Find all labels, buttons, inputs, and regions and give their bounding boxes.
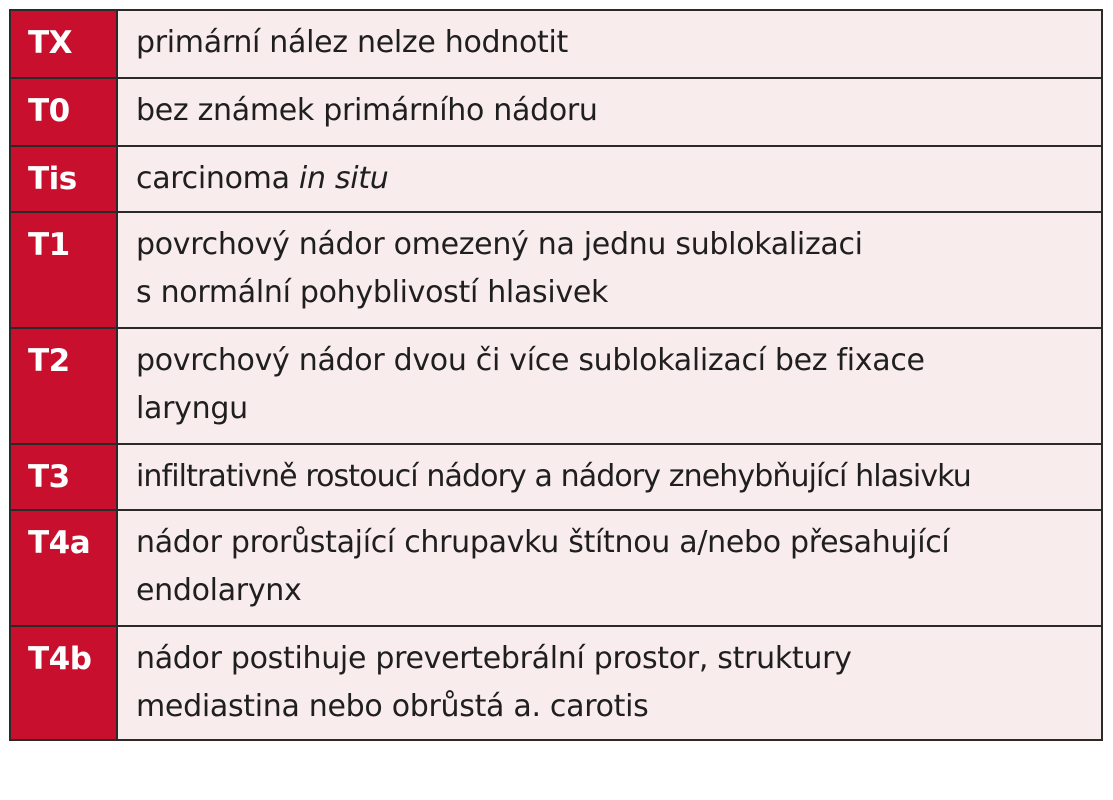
description-line: povrchový nádor omezený na jednu sublokalizaci bbox=[136, 227, 863, 262]
stage-description bbox=[117, 146, 1102, 212]
description-line: s normální pohyblivostí hlasivek bbox=[136, 275, 609, 310]
description-line: bez známek primárního nádoru bbox=[136, 93, 598, 128]
description-line: infiltrativně rostoucí nádory a nádory znehybňující hlasivku bbox=[136, 459, 971, 494]
stage-description bbox=[117, 78, 1102, 146]
stage-description bbox=[117, 510, 1102, 626]
table-row bbox=[10, 146, 1102, 212]
table-row bbox=[10, 510, 1102, 626]
stage-code: Tis bbox=[10, 146, 117, 212]
stage-description bbox=[117, 328, 1102, 444]
stage-code: T2 bbox=[10, 328, 117, 444]
table-row bbox=[10, 328, 1102, 444]
table-row bbox=[10, 444, 1102, 510]
table-row bbox=[10, 212, 1102, 328]
stage-description bbox=[117, 444, 1102, 510]
description-line bbox=[136, 155, 1083, 203]
stage-description bbox=[117, 212, 1102, 328]
stage-code: T4b bbox=[10, 626, 117, 740]
stage-code: TX bbox=[10, 10, 117, 78]
table-row bbox=[10, 10, 1102, 78]
stage-code: T0 bbox=[10, 78, 117, 146]
table-row bbox=[10, 78, 1102, 146]
description-italic-text: in situ bbox=[298, 161, 389, 196]
description-line: laryngu bbox=[136, 391, 248, 426]
stage-code: T4a bbox=[10, 510, 117, 626]
description-line: nádor prorůstající chrupavku štítnou a/nebo přesahující bbox=[136, 525, 950, 560]
stage-code: T3 bbox=[10, 444, 117, 510]
description-line: nádor postihuje prevertebrální prostor, struktury bbox=[136, 641, 852, 676]
description-line: mediastina nebo obrůstá a. carotis bbox=[136, 689, 649, 724]
description-text: carcinoma bbox=[136, 161, 299, 196]
description-line: primární nález nelze hodnotit bbox=[136, 25, 568, 60]
tnm-classification-table bbox=[9, 9, 1103, 741]
description-line: povrchový nádor dvou či více sublokalizací bez fixace bbox=[136, 343, 925, 378]
description-line: endolarynx bbox=[136, 573, 302, 608]
stage-description bbox=[117, 10, 1102, 78]
table-row bbox=[10, 626, 1102, 740]
stage-code: T1 bbox=[10, 212, 117, 328]
stage-description bbox=[117, 626, 1102, 740]
